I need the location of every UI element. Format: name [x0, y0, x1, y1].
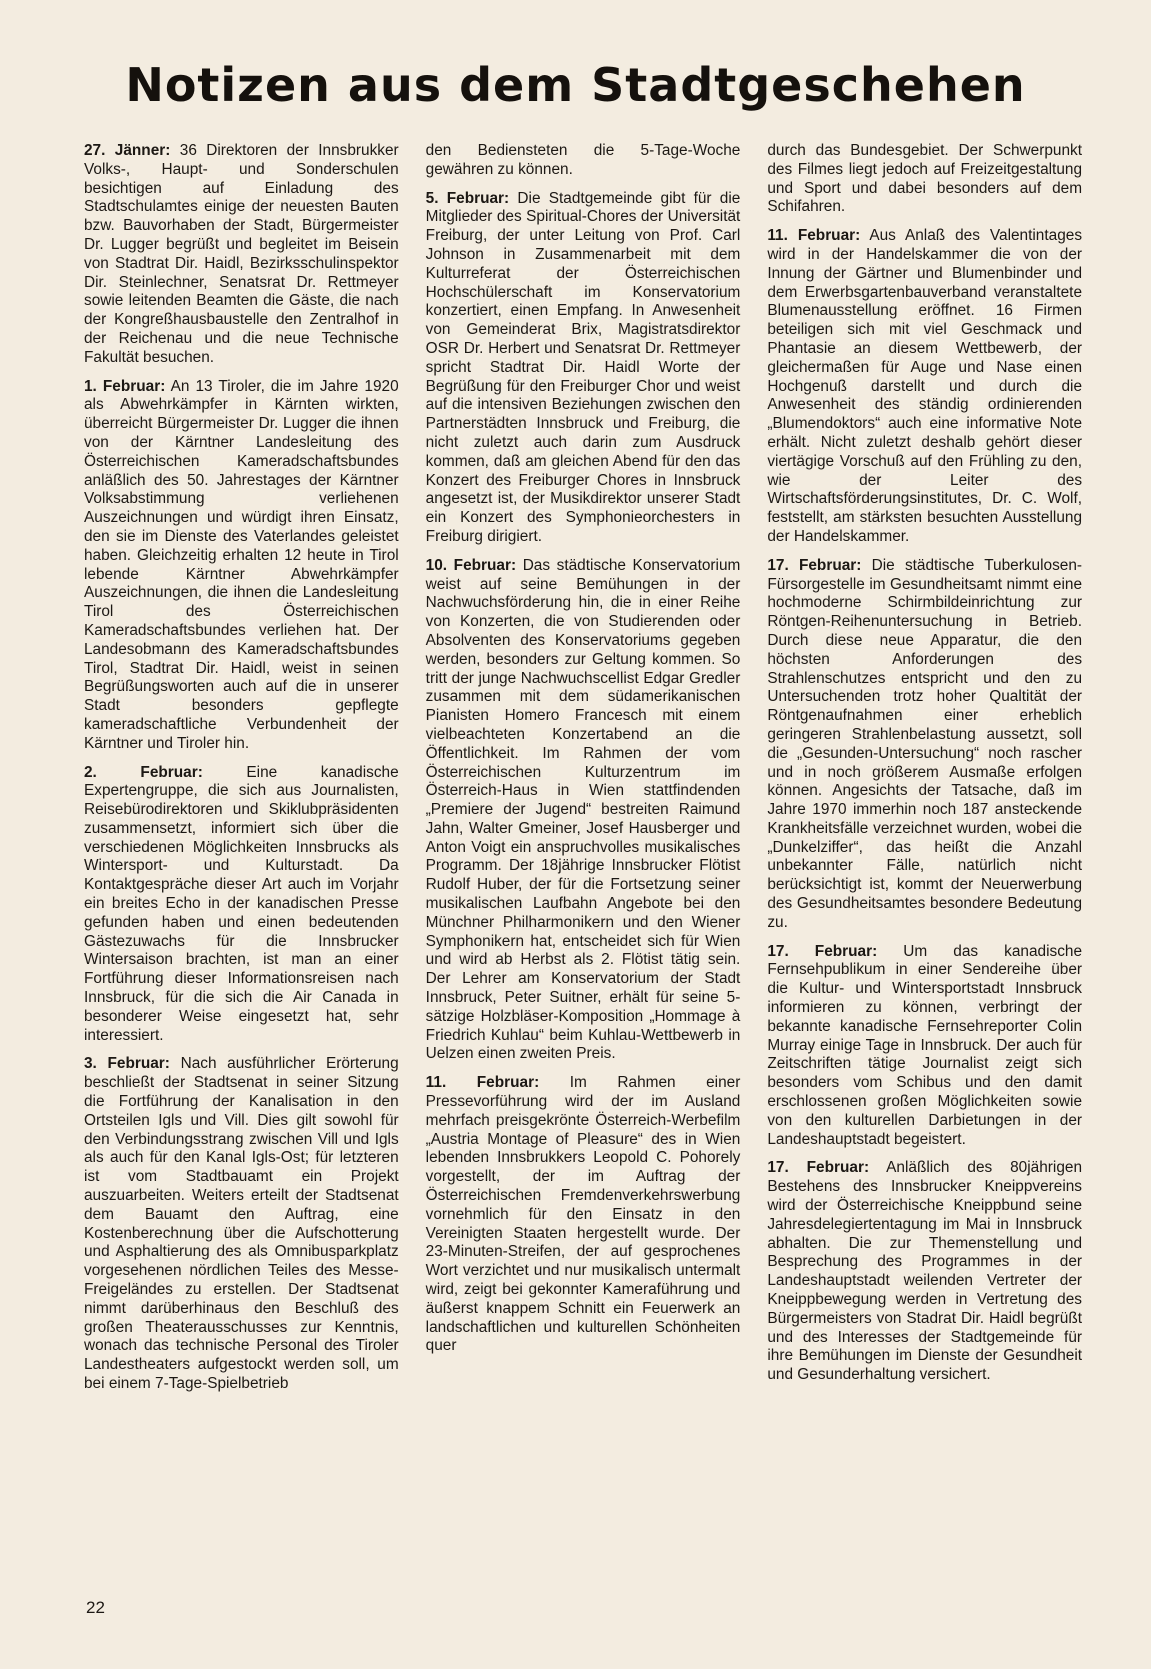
entry-date: 10. Februar:	[425, 556, 517, 574]
entry-date: 17. Februar:	[767, 556, 862, 574]
entry-date: 3. Februar:	[84, 1055, 170, 1073]
news-entry	[426, 557, 741, 1065]
entry-date: 27. Jänner:	[84, 142, 171, 159]
entry-date: 1. Februar:	[84, 377, 166, 395]
news-entry	[84, 378, 399, 754]
news-entry	[767, 227, 1082, 547]
entry-date: 17. Februar:	[767, 942, 878, 960]
entry-text: Das städtische Konservatorium weist auf seine Bemühungen in der Nachwuchsförderung hin, die in einer Reihe von Konzerten, die von Studierenden oder Absolventen des Konservatoriums gegeben werden, besonders zur Geltung kommen. So tritt der junge Nachwuchscellist Edgar Gredler zusammen mit dem südamerikanischen Pianisten Homero Francesch mit einem vielbeachteten Konzertabend an die Öffentlichkeit. Im Rahmen der vom Österreichischen Kulturzentrum im Österreich-Haus in Wien stattfindenden „Premiere der Jugend“ bestreiten Raimund Jahn, Walter Gmeiner, Josef Hausberger und Anton Voigt ein anspruchvolles musikalisches Programm. Der 18jährige Innsbrucker Flötist Rudolf Huber, der für die Fortsetzung seiner musikalischen Laufbahn Angebote bei den Münchner Philharmonikern und den Wiener Symphonikern hat, entscheidet sich für Wien und wird ab Herbst als 2. Flötist tätig sein. Der Lehrer am Konservatorium der Stadt Innsbruck, Peter Suitner, erhält für seine 5-sätzige Holzbläser-Komposition „Hommage à Friedrich Kuhlau“ beim Kuhlau-Wettbewerb in Uelzen einen zweiten Preis.	[425, 556, 741, 1063]
entry-text: durch das Bundesgebiet. Der Schwerpunkt des Filmes liegt jedoch auf Freizeitgestaltung und Sport und dabei besonders auf dem Schifahren.	[767, 142, 1083, 216]
entry-text: An 13 Tiroler, die im Jahre 1920 als Abwehrkämpfer in Kärnten wirkten, überreicht Bürgermeister Dr. Lugger die ihnen von der Kärntner Landesleitung des Österreichischen Kameradschaftsbundes anläßlich des 50. Jahrestages der Kärntner Volksabstimmung verliehenen Auszeichnungen und würdigt ihren Einsatz, den sie im Dienste des Vaterlandes geleistet haben. Gleichzeitig erhalten 12 heute in Tirol lebende Kärntner Abwehrkämpfer Auszeichnungen, die ihnen die Landesleitung Tirol des Österreichischen Kameradschaftsbundes verliehen hat. Der Landesobmann des Kameradschaftsbundes Tirol, Stadtrat Dir. Haidl, weist in seinen Begrüßungsworten auch auf die in unserer Stadt besonders gepflegte kameradschaftliche Verbundenheit der Kärntner und Tiroler hin.	[84, 377, 399, 752]
entry-text: den Bediensteten die 5-Tage-Woche gewähren zu können.	[425, 142, 741, 178]
news-entry-continued	[767, 142, 1082, 217]
news-entry	[426, 1074, 741, 1356]
entry-text: Anläßlich des 80jährigen Bestehens des Innsbrucker Kneippvereins wird der Österreichische Kneippbund seine Jahresdelegiertentagung im Mai in Innsbruck abhalten. Die zur Themenstellung und Besprechung des Programmes in der Landeshauptstadt weilenden Vertreter der Kneippbewegung werden in Vertretung des Bürgermeisters von Stadrat Dir. Haidl begrüßt und des Interesses der Stadtgemeinde für ihre Bemühungen im Dienste der Gesundheit und Gesunderhaltung versichert.	[767, 1159, 1083, 1384]
entry-text: Im Rahmen einer Pressevorführung wird der im Ausland mehrfach preisgekrönte Österreich-Werbefilm „Austria Montage of Pleasure“ des in Wien lebenden Innsbrukkers Leopold C. Pohorely vorgestellt, der im Auftrag der Österreichischen Fremdenverkehrswerbung vornehmlich für den Einsatz in den Vereinigten Staaten hergestellt wurde. Der 23-Minuten-Streifen, der auf gesprochenes Wort verzichtet und nur musikalisch untermalt wird, zeigt bei gekonnter Kameraführung und äußerst knappem Schnitt ein Feuerwerk an landschaftlichen und kulturellen Schönheiten quer	[425, 1074, 741, 1355]
news-entry	[84, 764, 399, 1046]
entry-date: 2. Februar:	[84, 763, 203, 781]
entry-date: 11. Februar:	[425, 1074, 540, 1092]
column-2	[426, 142, 741, 1582]
article-columns	[84, 142, 1082, 1582]
entry-text: 36 Direktoren der Innsbrukker Volks-, Haupt- und Sonderschulen besichtigen auf Einladung des Stadtschulamtes einige der neuesten Bauten bzw. Bauvorhaben der Stadt, Bürgermeister Dr. Lugger begrüßt und begleitet im Beisein von Stadtrat Dir. Haidl, Bezirksschulinspektor Dir. Steinlechner, Senatsrat Dr. Rettmeyer sowie leitenden Beamten die Gäste, die nach der Kongreßhausbaustelle den Zentralhof in der Reichenau und die neue Technische Fakultät besuchen.	[84, 142, 399, 366]
entry-date: 17. Februar:	[767, 1159, 870, 1177]
entry-text: Die städtische Tuberkulosen-Fürsorgestelle im Gesundheitsamt nimmt eine hochmoderne Schirmbildeinrichtung zur Röntgen-Reihenuntersuchung in Betrieb. Durch diese neue Apparatur, die den höchsten Anforderungen des Strahlenschutzes entspricht und den zu Untersuchenden trotz hoher Qualtität der Röntgenaufnahmen einer erheblich geringeren Strahlenbelastung aussetzt, soll die „Gesunden-Untersuchung“ noch rascher und in noch größerem Ausmaße erfolgen können. Angesichts der Tatsache, daß im Jahre 1970 immerhin noch 187 ansteckende Krankheitsfälle verzeichnet wurden, wobei die „Dunkelziffer“, das heißt die Anzahl unbekannter Fälle, natürlich nicht berücksichtigt ist, kommt der Neuerwerbung des Gesundheitsamtes besondere Bedeutung zu.	[767, 556, 1083, 931]
news-entry	[767, 557, 1082, 933]
entry-text: Eine kanadische Expertengruppe, die sich aus Journalisten, Reisebürodirektoren und Skiklubpräsidenten zusammensetzt, informiert sich über die verschiedenen Möglichkeiten Innsbrucks als Wintersport- und Kulturstadt. Da Kontaktgespräche dieser Art auch im Vorjahr ein breites Echo in der kanadischen Presse gefunden haben und einen bedeutenden Gästezuwachs für die Innsbrucker Wintersaison brachten, ist man an einer Fortführung dieser Informationsreisen nach Innsbruck, für die sich die Air Canada in besonderer Weise eingesetzt hat, sehr interessiert.	[84, 763, 399, 1044]
news-entry	[426, 190, 741, 547]
news-entry	[84, 142, 399, 368]
entry-text: Aus Anlaß des Valentintages wird in der Handelskammer die von der Innung der Gärtner und Blumenbinder und dem Erwerbsgartenbauverband veranstaltete Blumenausstellung eröffnet. 16 Firmen beteiligen sich mit viel Geschmack und Phantasie an diesem Wettbewerb, der gleichermaßen für Auge und Nase einen Hochgenuß darstellt und durch die Anwesenheit des ständig ordinierenden „Blumendoktors“ auch eine informative Note erhält. Nicht zuletzt deshalb gehört dieser viertägige Vorschuß auf den Frühling zu den, wie der Leiter des Wirtschaftsförderungsinstitutes, Dr. C. Wolf, feststellt, am stärksten besuchten Ausstellung der Handelskammer.	[767, 227, 1083, 545]
column-1	[84, 142, 399, 1582]
news-entry	[767, 1159, 1082, 1385]
page-number: 22	[86, 1598, 105, 1617]
news-entry	[84, 1055, 399, 1393]
entry-date: 11. Februar:	[767, 227, 861, 245]
news-entry	[767, 943, 1082, 1150]
entry-date: 5. Februar:	[425, 189, 510, 207]
column-3	[767, 142, 1082, 1582]
entry-text: Nach ausführlicher Erörterung beschließt der Stadtsenat in seiner Sitzung die Fortführung der Kanalisation in den Ortsteilen Igls und Vill. Dies gilt sowohl für den Verbindungsstrang zwischen Vill und Igls als auch für den Kanal Igls-Ost; für letzteren ist vom Stadtbauamt ein Projekt auszuarbeiten. Weiters erteilt der Stadtsenat dem Bauamt den Auftrag, eine Kostenberechnung über die Aufschotterung und Asphaltierung des als Omnibusparkplatz vorgesehenen nördlichen Teiles des Messe-Freigeländes zu erstellen. Der Stadtsenat nimmt darüberhinaus den Beschluß des großen Theaterausschusses zur Kenntnis, wonach das technische Personal des Tiroler Landestheaters aufgestockt werden soll, um bei einem 7-Tage-Spielbetrieb	[84, 1055, 399, 1392]
entry-text: Um das kanadische Fernsehpublikum in einer Sendereihe über die Kultur- und Wintersportstadt Innsbruck informieren zu können, verbringt der bekannte kanadische Fernsehreporter Colin Murray einige Tage in Innsbruck. Der auch für Zeitschriften tätige Journalist zeigt sich besonders vom Schibus und den damit erschlossenen großen Möglichkeiten sowie von den kulturellen Darbietungen in der Landeshauptstadt begeistert.	[767, 942, 1083, 1148]
news-entry-continued	[426, 142, 741, 180]
entry-text: Die Stadtgemeinde gibt für die Mitglieder des Spiritual-Chores der Universität Freiburg, der unter Leitung von Prof. Carl Johnson in Zusammenarbeit mit dem Kulturreferat der Österreichischen Hochschülerschaft im Konservatorium konzertiert, einen Empfang. In Anwesenheit von Gemeinderat Brix, Magistratsdirektor OSR Dr. Herbert und Senatsrat Dr. Rettmeyer spricht Stadtrat Dir. Haidl Worte der Begrüßung für den Freiburger Chor und weist auf die intensiven Beziehungen zwischen den Partnerstädten Innsbruck und Freiburg, die nicht zuletzt auch darin zum Ausdruck kommen, daß am gleichen Abend für den das Konzert des Freiburger Chores in Innsbruck angesetzt ist, der Musikdirektor unserer Stadt ein Konzert des Symphonieorchesters in Freiburg dirigiert.	[425, 189, 741, 545]
page-title: Notizen aus dem Stadtgeschehen	[125, 58, 1026, 112]
